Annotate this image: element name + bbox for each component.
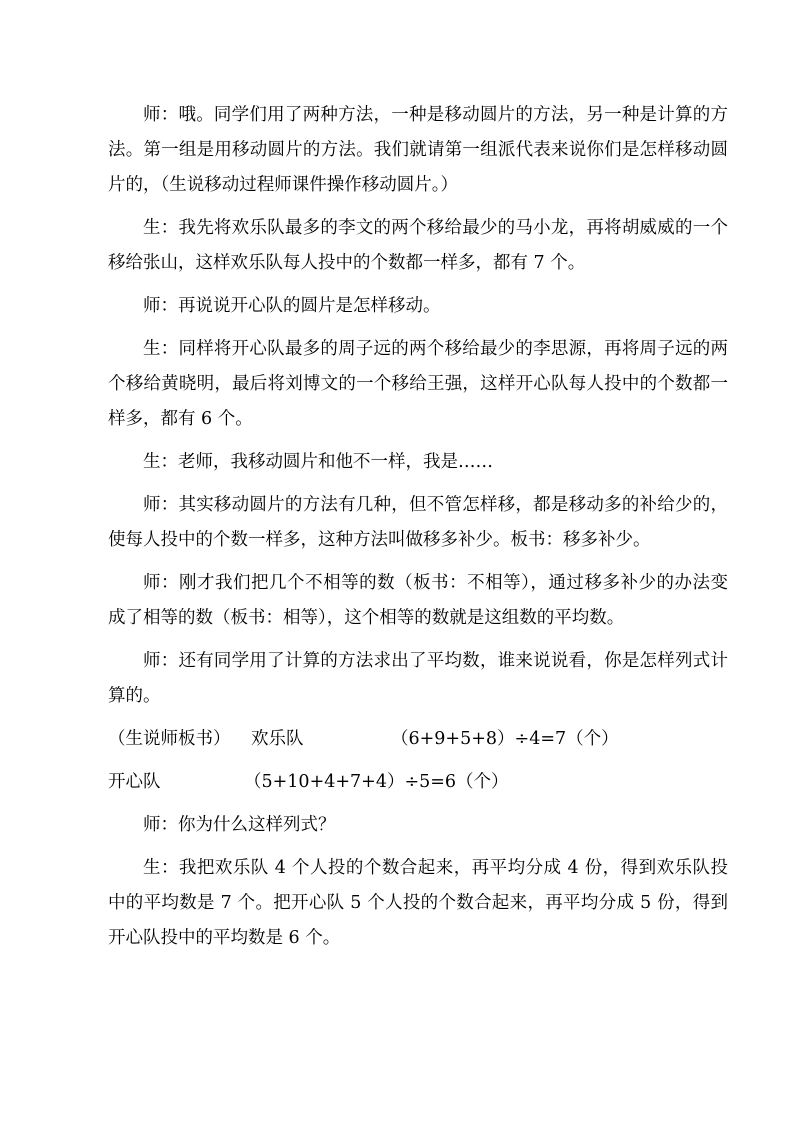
formula-expression-happy: （6+9+5+8）÷4=7（个） — [391, 729, 619, 749]
document-page — [108, 98, 728, 964]
formula-expression-heart: （5+10+4+7+4）÷5=6（个） — [244, 772, 509, 792]
paragraph-student-explanation: 生：我把欢乐队 4 个人投的个数合起来，再平均分成 4 份，得到欢乐队投中的平均数是 7 个。把开心队 5 个人投的个数合起来，再平均分成 5 份，得到开心队投中的平均数是 6 个。 — [108, 858, 728, 948]
paragraph-teacher-why: 师：你为什么这样列式？ — [143, 815, 336, 835]
paragraph-teacher-ask-happy-heart-team: 师：再说说开心队的圆片是怎样移动。 — [143, 296, 441, 316]
formula-row-heart-team — [108, 765, 728, 800]
paragraph-teacher-calculation-method: 师：还有同学用了计算的方法求出了平均数，谁来说说看，你是怎样列式计算的。 — [108, 651, 728, 706]
paragraph-student-happy-team-moves: 生：我先将欢乐队最多的李文的两个移给最少的马小龙，再将胡威威的一个移给张山，这样欢乐队每人投中的个数都一样多，都有 7 个。 — [108, 218, 728, 273]
paragraph-teacher-average-definition: 师：刚才我们把几个不相等的数（板书：不相等），通过移多补少的办法变成了相等的数（板书：相等），这个相等的数就是这组数的平均数。 — [108, 573, 728, 628]
formula-team-name-heart: 开心队 — [108, 772, 161, 792]
formula-row-happy-team — [108, 722, 728, 757]
paragraph-student-heart-team-moves: 生：同样将开心队最多的周子远的两个移给最少的李思源，再将周子远的两个移给黄晓明，最后将刘博文的一个移给王强，这样开心队每人投中的个数都一样多，都有 6 个。 — [108, 339, 728, 429]
formula-note: （生说师板书） — [108, 729, 231, 749]
paragraph-student-different-method: 生：老师，我移动圆片和他不一样，我是…… — [143, 452, 493, 472]
formula-team-name-happy: 欢乐队 — [251, 729, 304, 749]
paragraph-teacher-move-more-fill-less: 师：其实移动圆片的方法有几种，但不管怎样移，都是移动多的补给少的，使每人投中的个数一样多，这种方法叫做移多补少。板书：移多补少。 — [108, 495, 728, 550]
paragraph-teacher-two-methods: 师：哦。同学们用了两种方法，一种是移动圆片的方法，另一种是计算的方法。第一组是用移动圆片的方法。我们就请第一组派代表来说你们是怎样移动圆片的，（生说移动过程师课件操作移动圆片。） — [108, 105, 728, 195]
